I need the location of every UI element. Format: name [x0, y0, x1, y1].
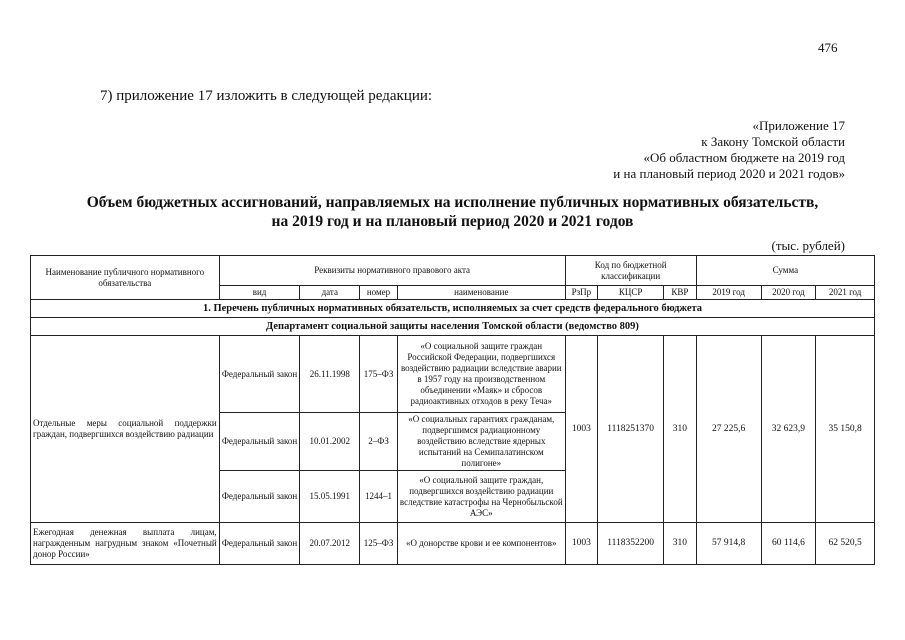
sum-2020: 32 623,9: [761, 336, 816, 523]
act-number: 125–ФЗ: [360, 523, 398, 565]
header-number: номер: [360, 286, 398, 300]
header-code: Код по бюджетной классификации: [565, 256, 696, 286]
appendix-line: «Приложение 17: [752, 118, 845, 133]
appendix-line: и на плановый период 2020 и 2021 годов»: [613, 166, 845, 181]
header-row: [31, 256, 875, 286]
act-name: «О донорстве крови и ее компонентов»: [397, 523, 565, 565]
page-number: 476: [818, 40, 838, 55]
kcsr-value: 1118251370: [598, 336, 664, 523]
document-title: [40, 193, 865, 231]
act-number: 175–ФЗ: [360, 336, 398, 413]
table-row: [31, 523, 875, 565]
header-2021: 2021 год: [816, 286, 875, 300]
department-row: [31, 318, 875, 336]
title-line: на 2019 год и на плановый период 2020 и 2021 годов: [271, 213, 634, 230]
sum-2021: 35 150,8: [816, 336, 875, 523]
rzpr-value: 1003: [565, 523, 597, 565]
act-date: 26.11.1998: [300, 336, 360, 413]
act-number: 2–ФЗ: [360, 413, 398, 471]
act-date: 20.07.2012: [300, 523, 360, 565]
header-act-name: наименование: [397, 286, 565, 300]
act-number: 1244–1: [360, 471, 398, 523]
intro-text: 7) приложение 17 изложить в следующей редакции:: [100, 88, 433, 104]
header-act: Реквизиты нормативного правового акта: [219, 256, 565, 286]
header-date: дата: [300, 286, 360, 300]
kvr-value: 310: [664, 336, 697, 523]
act-vid: Федеральный закон: [219, 471, 300, 523]
header-vid: вид: [219, 286, 300, 300]
header-kcsr: КЦСР: [598, 286, 664, 300]
kcsr-value: 1118352200: [598, 523, 664, 565]
obligation-name: Отдельные меры социальной поддержки граждан, подвергшихся воздействию радиации: [31, 336, 220, 523]
act-vid: Федеральный закон: [219, 413, 300, 471]
sum-2019: 27 225,6: [696, 336, 761, 523]
act-vid: Федеральный закон: [219, 336, 300, 413]
sum-2019: 57 914,8: [696, 523, 761, 565]
act-vid: Федеральный закон: [219, 523, 300, 565]
appendix-line: «Об областном бюджете на 2019 год: [643, 150, 845, 165]
kvr-value: 310: [664, 523, 697, 565]
header-sum: Сумма: [696, 256, 874, 286]
appendix-line: к Закону Томской области: [701, 134, 845, 149]
units-label: (тыс. рублей): [771, 238, 845, 253]
sum-2021: 62 520,5: [816, 523, 875, 565]
header-rzpr: РзПр: [565, 286, 597, 300]
act-name: «О социальных гарантиях гражданам, подвергшимся радиационному воздействию вследствие ядерных испытаний на Семипалатинском полигоне»: [397, 413, 565, 471]
department-title: Департамент социальной защиты населения Томской области (ведомство 809): [31, 318, 875, 336]
act-date: 10.01.2002: [300, 413, 360, 471]
header-2019: 2019 год: [696, 286, 761, 300]
act-name: «О социальной защите граждан, подвергшихся воздействию радиации вследствие катастрофы на Чернобыльской АЭС»: [397, 471, 565, 523]
rzpr-value: 1003: [565, 336, 597, 523]
obligations-table: [30, 255, 875, 565]
section-row: [31, 300, 875, 318]
act-name: «О социальной защите граждан Российской Федерации, подвергшихся воздействию радиации вследствие аварии в 1957 году на производственном объединении «Маяк» и сбросов радиоактивных отходов в реку Теча»: [397, 336, 565, 413]
act-date: 15.05.1991: [300, 471, 360, 523]
obligation-name: Ежегодная денежная выплата лицам, награжденным нагрудным знаком «Почетный донор России»: [31, 523, 220, 565]
header-kvr: КВР: [664, 286, 697, 300]
appendix-header: [613, 118, 845, 182]
table-row: [31, 336, 875, 413]
sum-2020: 60 114,6: [761, 523, 816, 565]
header-name: Наименование публичного нормативного обязательства: [31, 256, 220, 300]
header-2020: 2020 год: [761, 286, 816, 300]
section-title: 1. Перечень публичных нормативных обязательств, исполняемых за счет средств федерального бюджета: [31, 300, 875, 318]
title-line: Объем бюджетных ассигнований, направляемых на исполнение публичных нормативных обязательств,: [86, 194, 819, 211]
